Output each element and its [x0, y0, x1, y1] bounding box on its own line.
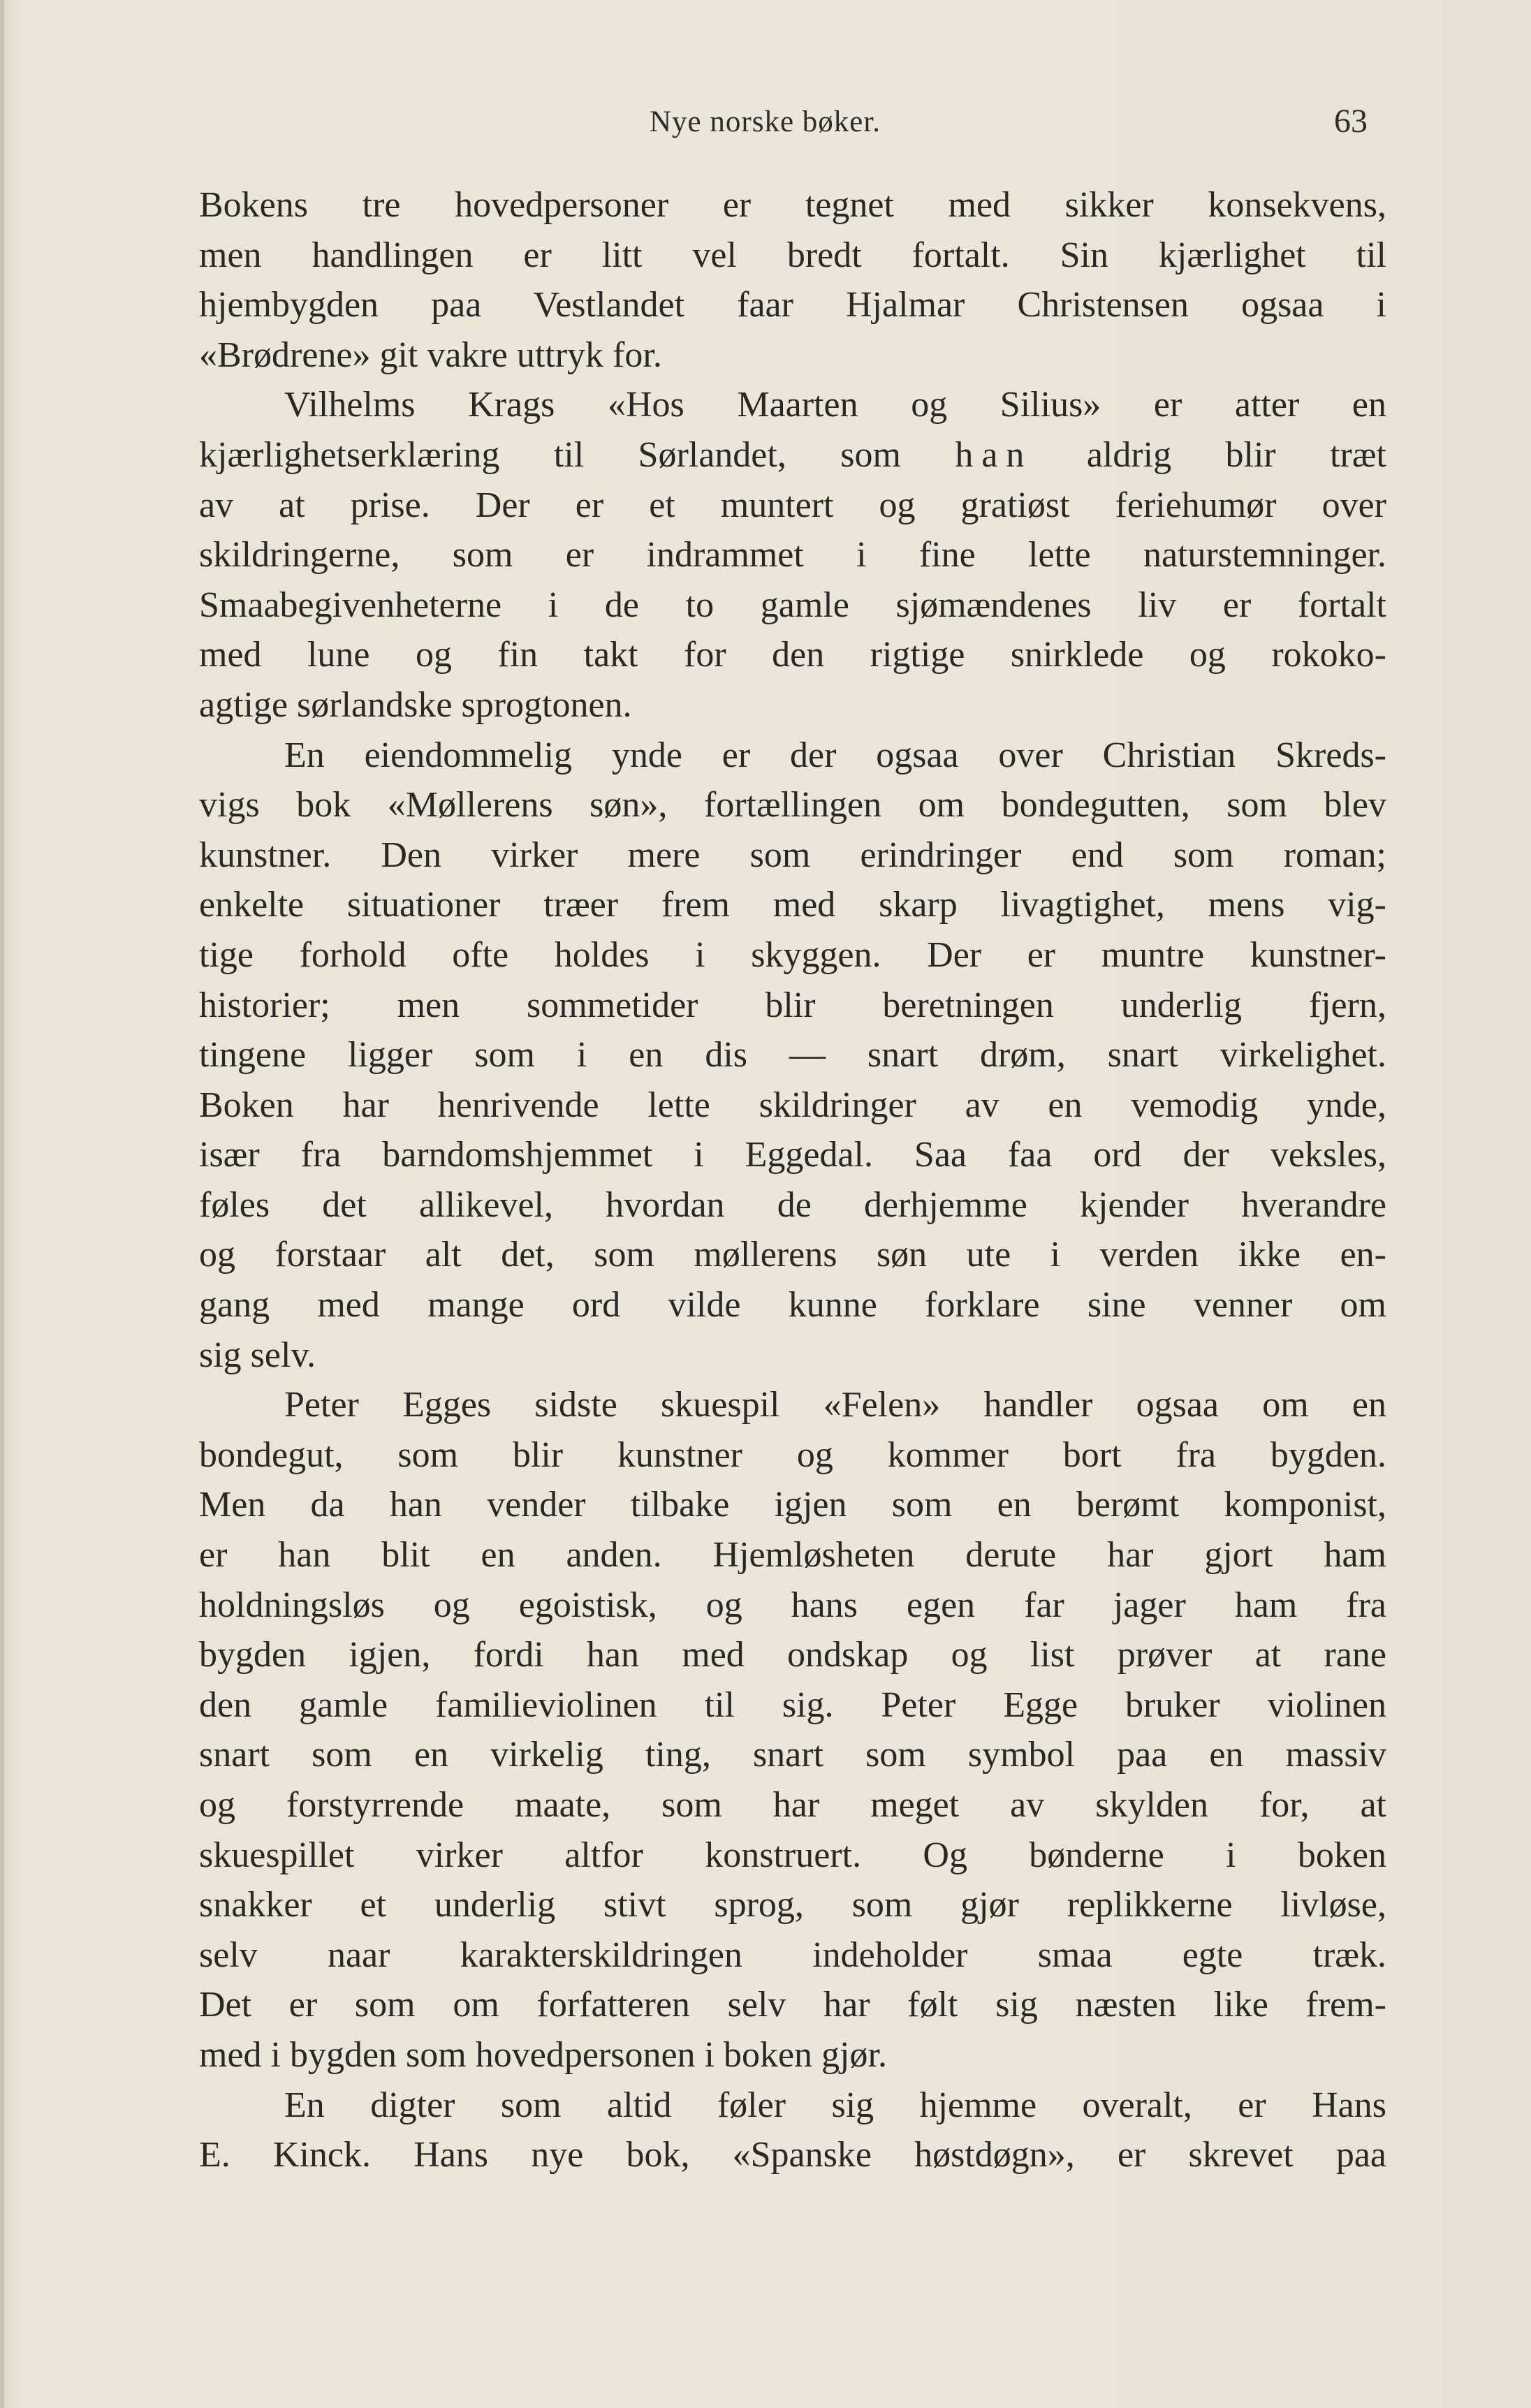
text-line — [199, 430, 1386, 480]
text-line: skuespillet virker altfor konstruert. Og bønderne i boken — [199, 1835, 1386, 1875]
text-line: selv naar karakterskildringen indeholder smaa egte træk. — [199, 1935, 1386, 1975]
text-line: og forstaar alt det, som møllerens søn ute i verden ikke en- — [199, 1235, 1386, 1275]
text-line: Smaabegivenheterne i de to gamle sjømændenes liv er fortalt — [199, 585, 1386, 625]
text-fragment: kjærlighetserklæring til Sørlandet, som — [199, 434, 901, 475]
text-fragment: aldrig blir træt — [1086, 434, 1386, 475]
text-line: især fra barndomshjemmet i Eggedal. Saa faa ord der veksles, — [199, 1135, 1386, 1175]
text-line: av at prise. Der er et muntert og gratiøst feriehumør over — [199, 485, 1386, 525]
text-line: holdningsløs og egoistisk, og hans egen far jager ham fra — [199, 1585, 1386, 1625]
text-line: sig selv. — [199, 1335, 316, 1375]
text-line: gang med mange ord vilde kunne forklare sine venner om — [199, 1285, 1386, 1326]
text-line: Men da han vender tilbake igjen som en berømt komponist, — [199, 1485, 1386, 1525]
text-line: med lune og fin takt for den rigtige snirklede og rokoko- — [199, 635, 1386, 675]
text-line: bygden igjen, fordi han med ondskap og list prøver at rane — [199, 1635, 1386, 1675]
text-line: den gamle familieviolinen til sig. Peter Egge bruker violinen — [199, 1684, 1386, 1725]
emphasis-spaced: han — [955, 434, 1033, 475]
body-text — [199, 180, 1386, 2180]
text-line: hjembygden paa Vestlandet faar Hjalmar Christensen ogsaa i — [199, 285, 1386, 325]
text-line: kunstner. Den virker mere som erindringer end som roman; — [199, 835, 1386, 875]
text-line: Vilhelms Krags «Hos Maarten og Silius» er atter en — [284, 385, 1386, 425]
text-line: er han blit en anden. Hjemløsheten derute har gjort ham — [199, 1535, 1386, 1576]
text-line: bondegut, som blir kunstner og kommer bort fra bygden. — [199, 1434, 1386, 1475]
text-line: med i bygden som hovedpersonen i boken gjør. — [199, 2034, 887, 2075]
text-line: tige forhold ofte holdes i skyggen. Der er muntre kunstner- — [199, 934, 1386, 975]
text-line: En digter som altid føler sig hjemme overalt, er Hans — [284, 2085, 1386, 2125]
text-line: Peter Egges sidste skuespil «Felen» handler ogsaa om en — [284, 1385, 1386, 1425]
text-line: «Brødrene» git vakre uttryk for. — [199, 335, 662, 375]
text-line: enkelte situationer træer frem med skarp livagtighet, mens vig- — [199, 885, 1386, 925]
text-line: føles det allikevel, hvordan de derhjemme kjender hverandre — [199, 1184, 1386, 1225]
text-line: En eiendommelig ynde er der ogsaa over Christian Skreds- — [284, 735, 1386, 775]
text-line: E. Kinck. Hans nye bok, «Spanske høstdøgn», er skrevet paa — [199, 2135, 1386, 2175]
page-edge-shadow — [0, 0, 4, 2408]
text-line: vigs bok «Møllerens søn», fortællingen om bondegutten, som blev — [199, 785, 1386, 825]
text-line: skildringerne, som er indrammet i fine lette naturstemninger. — [199, 535, 1386, 575]
text-line: historier; men sommetider blir beretningen underlig fjern, — [199, 985, 1386, 1025]
running-head: Nye norske bøker. — [650, 105, 881, 138]
text-line: Bokens tre hovedpersoner er tegnet med sikker konsekvens, — [199, 185, 1386, 225]
text-line: Det er som om forfatteren selv har følt sig næsten like frem- — [199, 1985, 1386, 2025]
text-line: og forstyrrende maate, som har meget av skylden for, at — [199, 1785, 1386, 1825]
text-line: agtige sørlandske sprogtonen. — [199, 684, 632, 725]
page-number: 63 — [1334, 103, 1368, 140]
text-line: snart som en virkelig ting, snart som symbol paa en massiv — [199, 1735, 1386, 1775]
text-line: men handlingen er litt vel bredt fortalt. Sin kjærlighet til — [199, 235, 1386, 275]
text-line: Boken har henrivende lette skildringer av en vemodig ynde, — [199, 1085, 1386, 1125]
text-line: tingene ligger som i en dis — snart drøm, snart virkelighet. — [199, 1035, 1386, 1075]
text-line: snakker et underlig stivt sprog, som gjør replikkerne livløse, — [199, 1885, 1386, 1925]
